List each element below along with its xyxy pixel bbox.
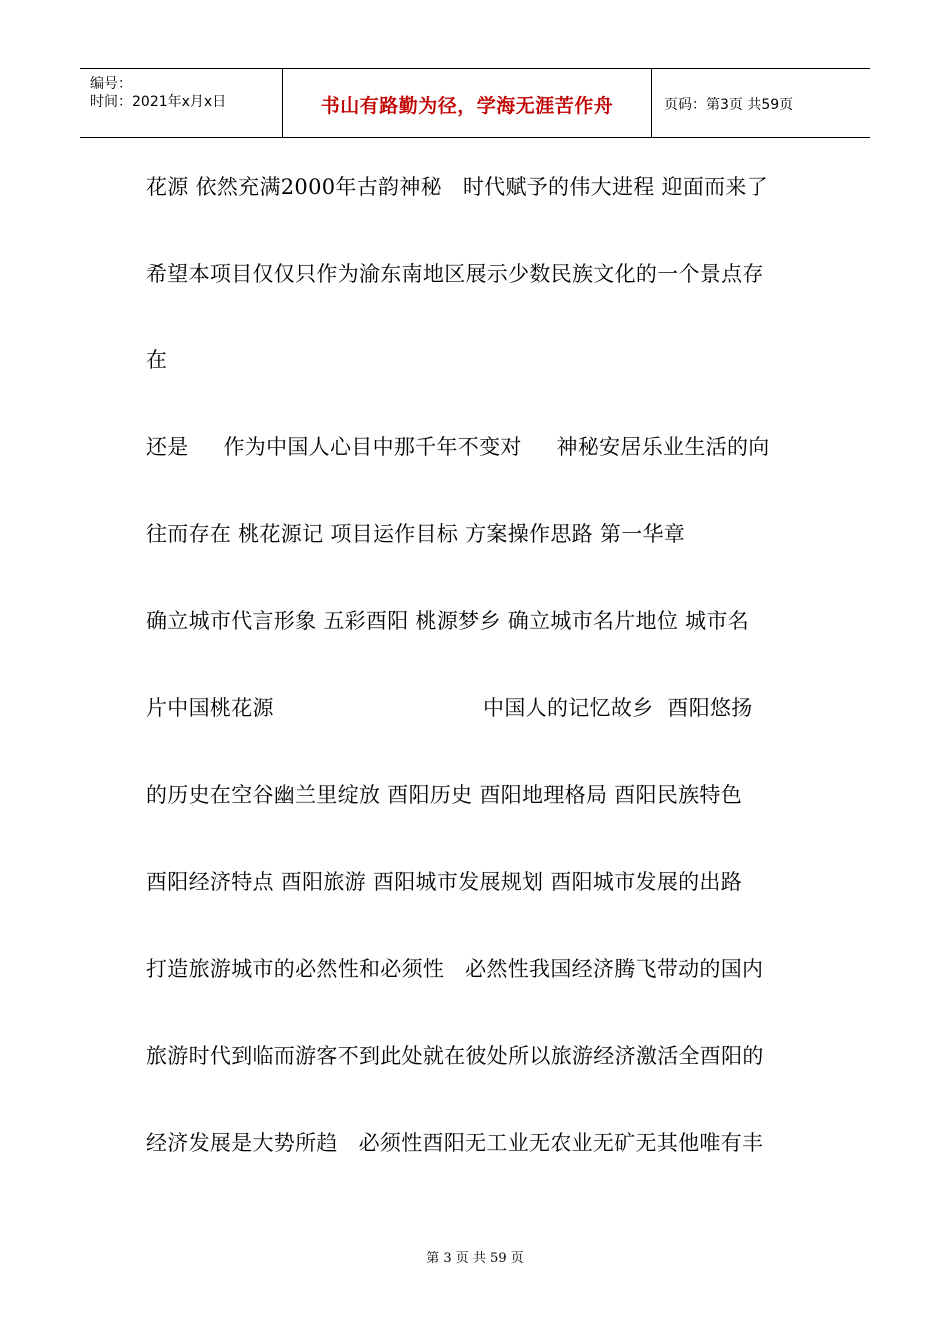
body-line-3: 在 [146,348,168,372]
body-line-4: 还是 作为中国人心目中那千年不变对 神秘安居乐业生活的向 [146,435,770,459]
body-line-11: 旅游时代到临而游客不到此处就在彼处所以旅游经济激活全酉阳的 [146,1044,764,1068]
body-line-1: 花源 依然充满2000年古韵神秘 时代赋予的伟大进程 迎面而来了 [146,175,769,199]
page-header [80,68,870,138]
body-line-2: 希望本项目仅仅只作为渝东南地区展示少数民族文化的一个景点存 [146,262,764,286]
body-line-5: 往而存在 桃花源记 项目运作目标 方案操作思路 第一华章 [146,522,686,546]
page-footer: 第 3 页 共 59 页 [426,1251,524,1266]
header-motto: 书山有路勤为径，学海无涯苦作舟 [320,95,614,117]
body-line-7: 片中国桃花源 中国人的记忆故乡 酉阳悠扬 [146,696,753,720]
header-info-cell [80,69,283,137]
header-page-info: 页码：第3页 共59页 [664,97,794,113]
body-line-10: 打造旅游城市的必然性和必须性 必然性我国经济腾飞带动的国内 [146,957,764,981]
document-date: 时间：2021年x月x日 [90,94,227,110]
document-number-label: 编号： [90,76,132,92]
body-line-9: 酉阳经济特点 酉阳旅游 酉阳城市发展规划 酉阳城市发展的出路 [146,870,743,894]
header-page-cell [652,69,870,137]
body-line-8: 的历史在空谷幽兰里绽放 酉阳历史 酉阳地理格局 酉阳民族特色 [146,783,743,807]
body-line-12: 经济发展是大势所趋 必须性酉阳无工业无农业无矿无其他唯有丰 [146,1131,764,1155]
header-motto-cell [283,69,652,137]
body-line-6: 确立城市代言形象 五彩酉阳 桃源梦乡 确立城市名片地位 城市名 [146,609,749,633]
